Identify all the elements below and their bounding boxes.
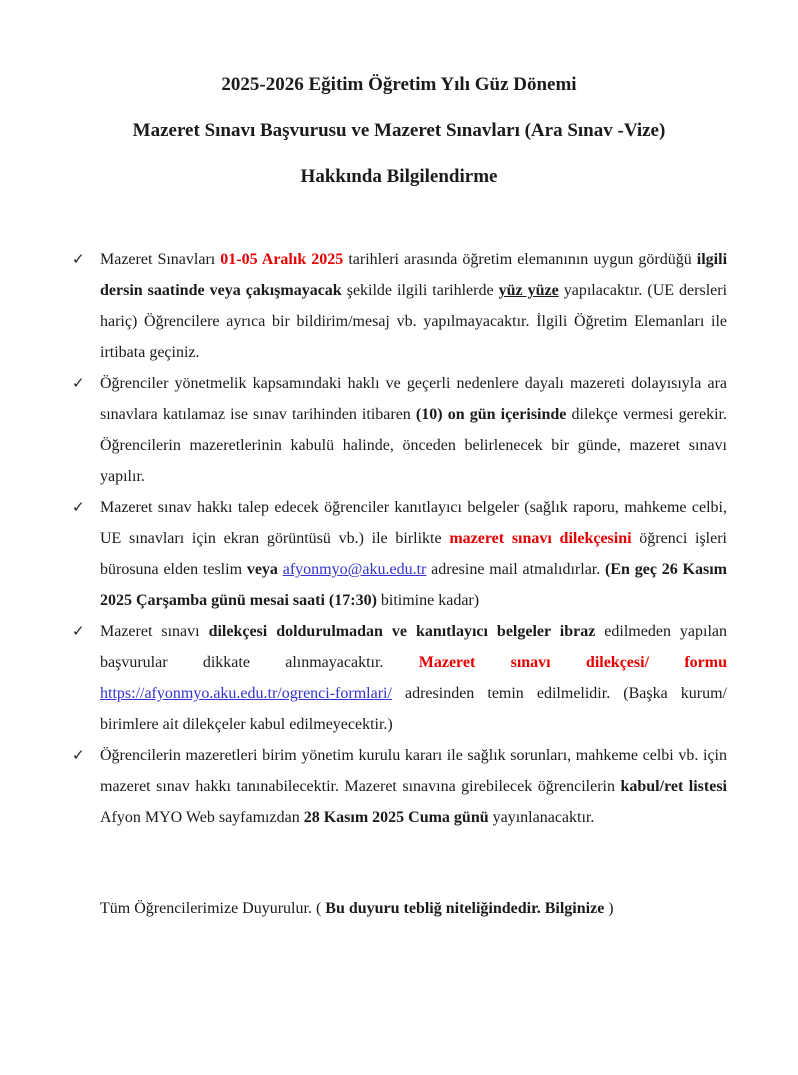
text-run: adresine mail atmalıdırlar. <box>426 561 606 578</box>
text-run: tarihleri arasında öğretim elemanının uygun gördüğü <box>343 251 697 268</box>
text-run: Afyon MYO Web sayfamızdan <box>100 809 304 826</box>
bullet-item-petition-deadline-rule <box>72 368 728 492</box>
bullet-item-result-announcement <box>72 740 728 833</box>
text-run: mazeret sınavı dilekçesini <box>449 530 632 547</box>
text-run: bitimine kadar) <box>376 592 480 609</box>
text-run: dilekçesi doldurulmadan ve kanıtlayıcı belgeler ibraz <box>208 623 596 640</box>
text-run: öğrenci işleri bürosuna elden teslim <box>100 530 728 578</box>
closing-statement <box>0 893 798 924</box>
checkmark-icon: ✓ <box>72 250 85 268</box>
text-run: ilgili dersin saatinde veya çakışmayacak <box>100 251 728 299</box>
hyperlink[interactable]: afyonmyo@aku.edu.tr <box>282 561 427 578</box>
bullet-item-exam-dates <box>72 244 728 368</box>
text-run: dilekçe vermesi gerekir. Öğrencilerin mazeretlerinin kabulü halinde, önceden belirlenecek bir günde, mazeret sınavı yapılır. <box>100 406 728 485</box>
text-run: Tüm Öğrencilerimize Duyurulur. ( <box>100 900 326 917</box>
title-line-3: Hakkında Bilgilendirme <box>300 166 498 187</box>
document-title <box>0 62 798 200</box>
text-run: Öğrenciler yönetmelik kapsamındaki haklı ve geçerli nedenlere dayalı mazereti dolayısıyla ara sınavlara katılamaz ise sınav tarihinden itibaren <box>100 375 727 423</box>
text-run: ) <box>604 900 614 917</box>
text-run: Bu duyuru tebliğ niteliğindedir. Bilginize <box>325 900 605 917</box>
text-run: yüz yüze <box>498 282 559 299</box>
bullet-item-required-documents <box>72 492 728 616</box>
bullet-list <box>0 244 798 833</box>
text-run: 28 Kasım 2025 Cuma günü <box>303 809 489 826</box>
text-run: Mazeret sınav hakkı talep edecek öğrenciler kanıtlayıcı belgeler (sağlık raporu, mahkeme celbi, UE sınavları için ekran görüntüsü vb.) ile birlikte <box>100 499 727 547</box>
text-run: veya <box>246 561 278 578</box>
title-line-1: 2025-2026 Eğitim Öğretim Yılı Güz Dönemi <box>221 74 577 95</box>
bullet-item-form-source <box>72 616 728 740</box>
hyperlink[interactable]: https://afyonmyo.aku.edu.tr/ogrenci-formlari/ <box>100 685 392 702</box>
text-run: Mazeret sınavı dilekçesi/ formu <box>418 654 727 671</box>
bullet-text <box>100 499 727 609</box>
bullet-text <box>100 747 727 826</box>
text-run: kabul/ret listesi <box>620 778 728 795</box>
text-run: Mazeret sınavı <box>100 623 209 640</box>
title-line-2: Mazeret Sınavı Başvurusu ve Mazeret Sınavları (Ara Sınav -Vize) <box>132 120 666 141</box>
text-run: edilmeden yapılan başvurular dikkate alınmayacaktır. <box>100 623 728 671</box>
text-run: 01-05 Aralık 2025 <box>220 251 344 268</box>
text-run: yayınlanacaktır. <box>488 809 595 826</box>
text-run: şekilde ilgili tarihlerde <box>341 282 499 299</box>
bullet-text <box>100 375 727 485</box>
text-run: adresinden temin edilmelidir. (Başka kurum/ birimlere ait dilekçeler kabul edilmeyecektir.) <box>100 685 727 733</box>
bullet-text <box>100 623 727 733</box>
text-run: (En geç 26 Kasım 2025 Çarşamba günü mesai saati (17:30) <box>100 561 728 609</box>
footer-text <box>100 900 614 917</box>
checkmark-icon: ✓ <box>72 498 85 516</box>
text-run: Öğrencilerin mazeretleri birim yönetim kurulu kararı ile sağlık sorunları, mahkeme celbi vb. için mazeret sınav hakkı tanınabilecektir. Mazeret sınavına girebilecek öğrencilerin <box>100 747 727 795</box>
checkmark-icon: ✓ <box>72 374 85 392</box>
bullet-text <box>100 251 727 361</box>
text-run: yapılacaktır. (UE dersleri hariç) Öğrencilere ayrıca bir bildirim/mesaj vb. yapılmayacaktır. İlgili Öğretim Elemanları ile irtibata geçiniz. <box>100 282 728 361</box>
checkmark-icon: ✓ <box>72 746 85 764</box>
checkmark-icon: ✓ <box>72 622 85 640</box>
text-run: Mazeret Sınavları <box>100 251 221 268</box>
text-run: (10) on gün içerisinde <box>415 406 567 423</box>
